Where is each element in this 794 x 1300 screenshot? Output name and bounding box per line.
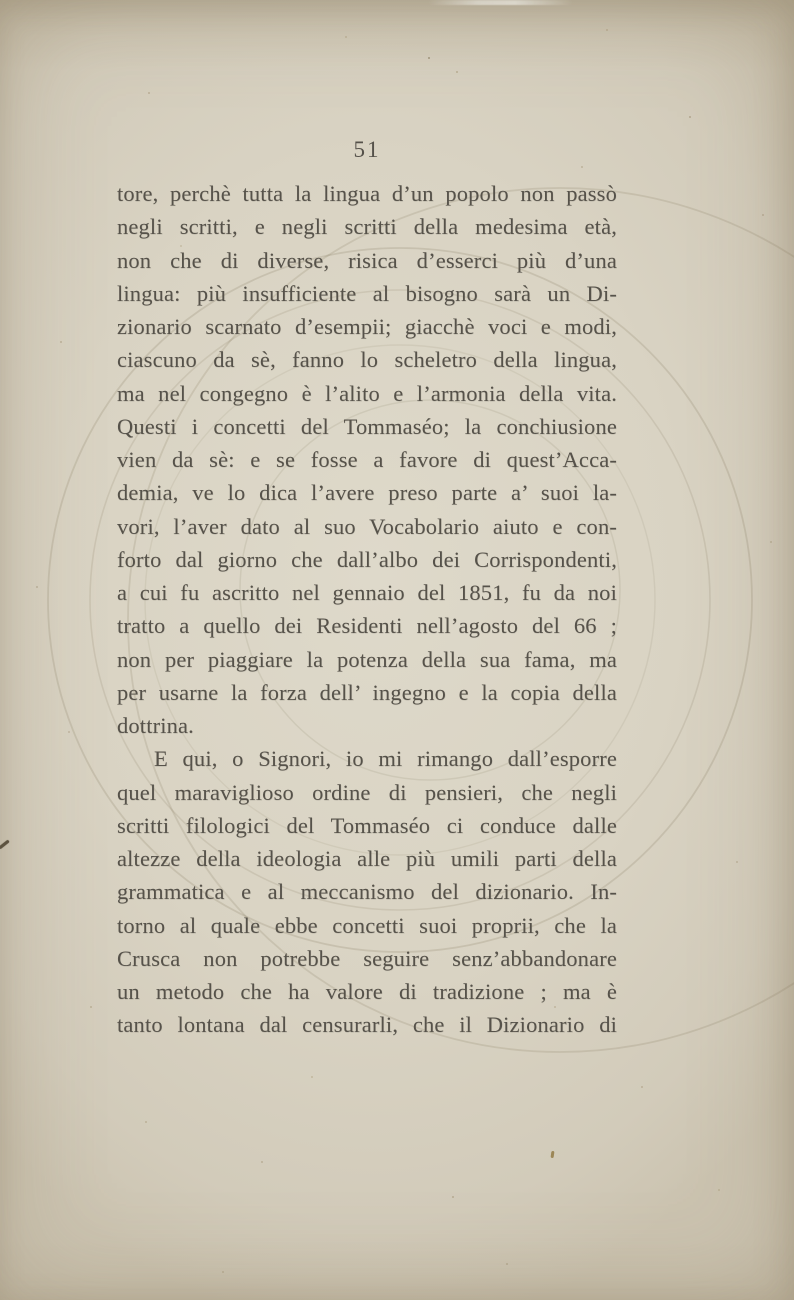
text-line-paragraph-end: dottrina.	[117, 713, 194, 738]
text-line: tanto lontana dal censurarli, che il Dizionario di	[117, 1012, 617, 1038]
text-line: un metodo che ha valore di tradizione ; ma è	[117, 979, 617, 1004]
text-line: vien da sè: e se fosse a favore di quest’Acca-	[117, 447, 617, 472]
text-line: non per piaggiare la potenza della sua fama, ma	[117, 646, 617, 672]
text-line: ciascuno da sè, fanno lo scheletro della lingua,	[117, 347, 617, 373]
page-text	[117, 177, 617, 1042]
text-line: altezze della ideologia alle più umili parti della	[117, 846, 617, 871]
text-line: Crusca non potrebbe seguire senz’abbandonare	[117, 945, 617, 971]
bottom-paper-fleck	[551, 1151, 555, 1158]
text-line: lingua: più insufficiente al bisogno sarà un Di-	[117, 280, 617, 306]
text-line: torno al quale ebbe concetti suoi proprii, che la	[117, 912, 617, 938]
text-line: demia, ve lo dica l’avere preso parte a’ suoi la-	[117, 480, 617, 506]
text-line: tratto a quello dei Residenti nell’agosto del 66 ;	[117, 613, 617, 639]
text-line: per usarne la forza dell’ ingegno e la copia della	[117, 679, 617, 705]
text-line: zionario scarnato d’esempii; giacchè voci e modi,	[117, 314, 617, 339]
text-line: non che di diverse, risica d’esserci più d’una	[117, 247, 617, 273]
paper-glare-highlight	[428, 0, 573, 5]
text-line: ma nel congegno è l’alito e l’armonia della vita.	[117, 380, 617, 406]
text-line: vori, l’aver dato al suo Vocabolario aiuto e con-	[117, 513, 617, 539]
text-line: forto dal giorno che dall’albo dei Corrispondenti,	[117, 546, 617, 572]
text-line: scritti filologici del Tommaséo ci conduce dalle	[117, 812, 617, 838]
left-edge-ink-mark	[0, 840, 10, 850]
text-line: quel maraviglioso ordine di pensieri, che negli	[117, 779, 617, 805]
text-line-paragraph-start: E qui, o Signori, io mi rimango dall’esporre	[154, 746, 617, 772]
paper-speckles	[0, 0, 2, 2]
text-line: grammatica e al meccanismo del dizionario. In-	[117, 879, 617, 905]
text-line: tore, perchè tutta la lingua d’un popolo non passò	[117, 181, 617, 206]
text-line: Questi i concetti del Tommaséo; la conchiusione	[117, 413, 617, 439]
text-line: negli scritti, e negli scritti della medesima età,	[117, 214, 617, 240]
page-number: 51	[353, 137, 381, 162]
text-line: a cui fu ascritto nel gennaio del 1851, fu da noi	[117, 580, 617, 605]
